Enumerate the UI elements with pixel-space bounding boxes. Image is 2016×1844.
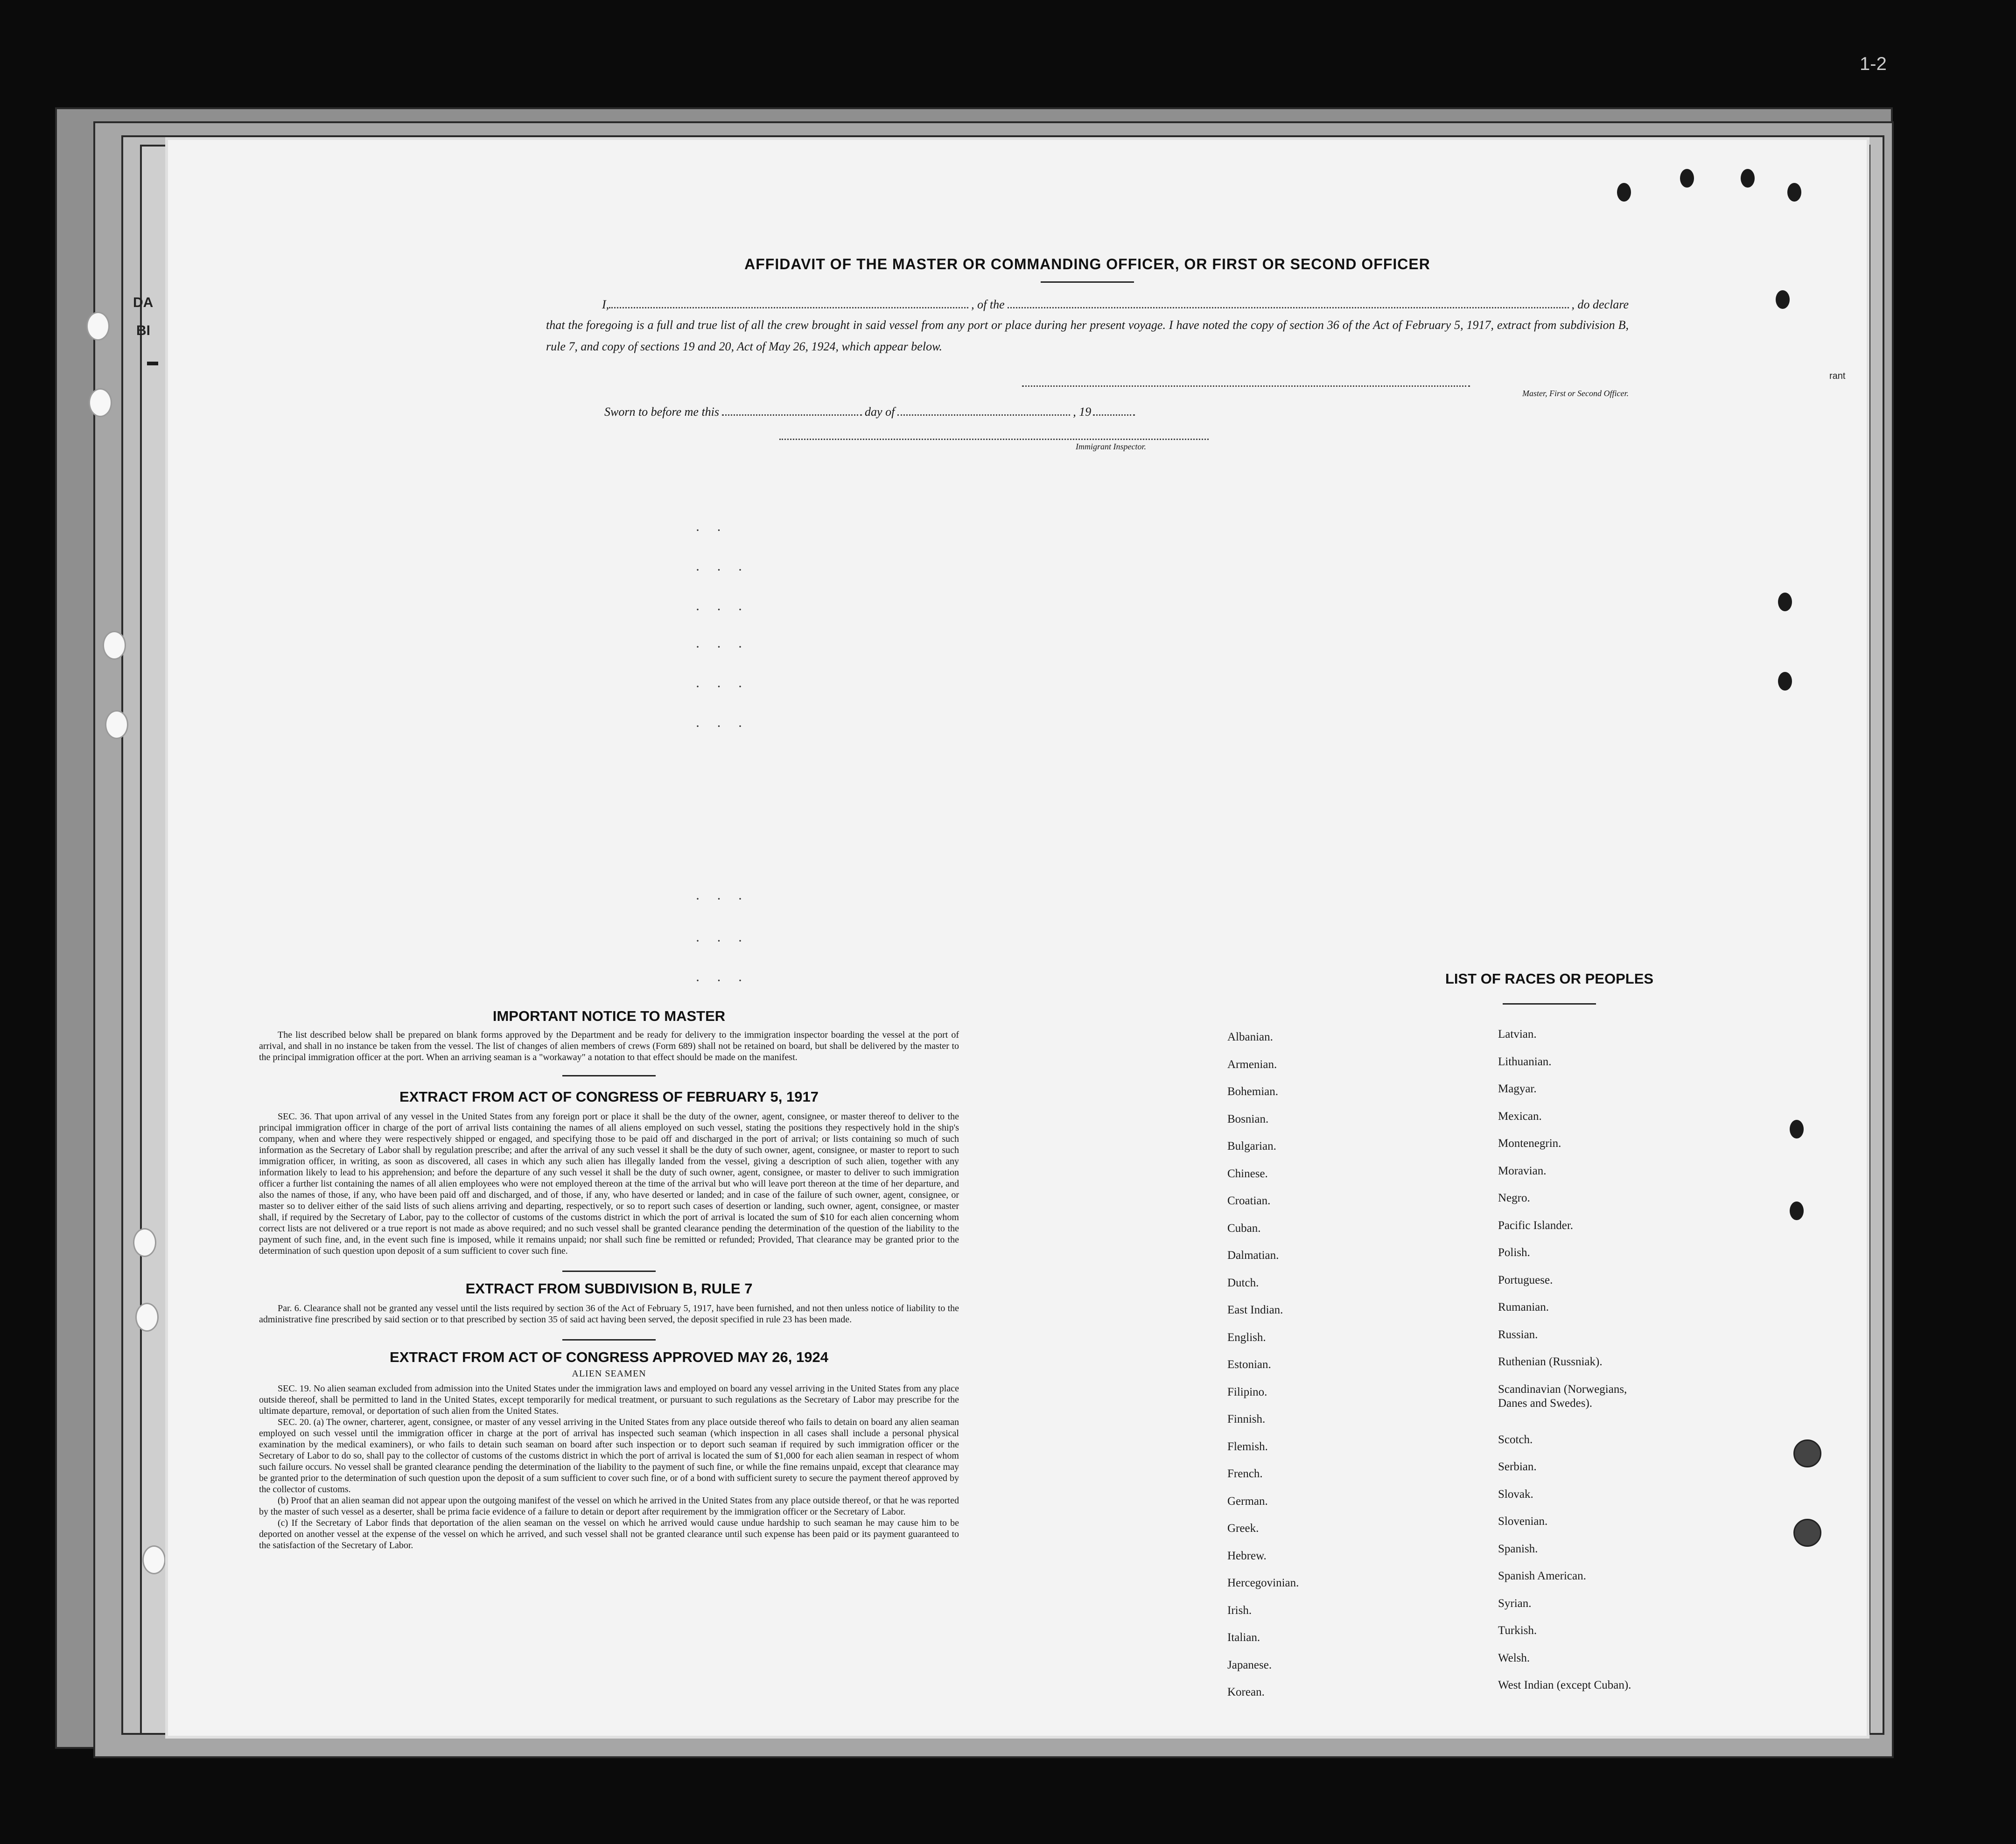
- binder-hole: [105, 710, 128, 739]
- race-item: Latvian.: [1498, 1028, 1537, 1041]
- races-title: LIST OF RACES OR PEOPLES: [1445, 971, 1654, 987]
- master-signature-line[interactable]: [1022, 382, 1470, 387]
- punch-mark: [1790, 1201, 1804, 1220]
- right-margin-text: rant: [1829, 371, 1846, 381]
- race-item: Armenian.: [1227, 1058, 1277, 1071]
- race-item: Albanian.: [1227, 1031, 1273, 1043]
- master-caption: Master, First or Second Officer.: [1522, 389, 1629, 398]
- punch-mark: [1617, 183, 1631, 202]
- race-item: Greek.: [1227, 1522, 1259, 1535]
- race-item: German.: [1227, 1495, 1268, 1508]
- binder-hole: [86, 312, 110, 341]
- punch-mark: [1776, 290, 1790, 309]
- binder-hole: [133, 1228, 156, 1257]
- stray-dots: · · ·: [695, 973, 749, 988]
- race-item: French.: [1227, 1467, 1263, 1480]
- race-item: Bohemian.: [1227, 1085, 1279, 1098]
- sworn-label: Sworn to before me this: [604, 405, 720, 419]
- race-item: Italian.: [1227, 1631, 1260, 1644]
- races-left-column: [1227, 1030, 1395, 1713]
- divider: [562, 1339, 656, 1341]
- races-section: [1316, 971, 1783, 1005]
- race-item: English.: [1227, 1331, 1266, 1344]
- race-item: Rumanian.: [1498, 1301, 1549, 1313]
- inspector-caption: Immigrant Inspector.: [1076, 442, 1146, 451]
- stray-dots: · · ·: [695, 891, 749, 907]
- race-item: Bosnian.: [1227, 1112, 1269, 1125]
- race-item: Ruthenian (Russniak).: [1498, 1355, 1603, 1368]
- race-item: Bulgarian.: [1227, 1140, 1276, 1152]
- race-item: Montenegrin.: [1498, 1137, 1561, 1150]
- stray-dots: · · ·: [695, 639, 749, 655]
- sec-19-text: SEC. 19. No alien seaman excluded from admission into the United States under the immigration laws and employed on board any vessel arriving in the United States from any place outside thereof, shall be permitted to land in the United States, except temporarily for medical treatment, or pursuant to such regulations as the Secretary of Labor may prescribe for the ultimate departure, removal, or deportation of such alien from the United States.: [259, 1383, 959, 1416]
- race-item: Hercegovinian.: [1227, 1577, 1299, 1589]
- race-item: East Indian.: [1227, 1304, 1283, 1316]
- punch-mark: [1790, 1120, 1804, 1139]
- punch-mark: [1741, 169, 1755, 188]
- binder-hole: [135, 1303, 159, 1332]
- sec-20c-text: (c) If the Secretary of Labor finds that deportation of the alien seaman on the vessel on which he arrived would cause undue hardship to such seaman he may cause him to be deported on another vessel at the expense of the vessel on which he arrived, and such vessel shall not be granted clearance until such expense has been paid or its payment guaranteed to the satisfaction of the Secretary of Labor.: [259, 1518, 959, 1551]
- vessel-of-label: , of the: [971, 298, 1005, 311]
- sworn-year-field[interactable]: [1093, 405, 1135, 416]
- race-item: Spanish American.: [1498, 1570, 1586, 1582]
- divider: [1503, 1003, 1596, 1005]
- race-item: Korean.: [1227, 1686, 1265, 1698]
- race-item: Moravian.: [1498, 1164, 1547, 1177]
- race-item: Magyar.: [1498, 1083, 1537, 1095]
- sec-20a-text: SEC. 20. (a) The owner, charterer, agent, consignee, or master of any vessel arriving in the United States from any place outside thereof who fails to detain on board any alien seaman employed on such vessel until the immigration officer in charge at the port of arrival has inspected such seaman (which inspection in all cases shall include a personal physical examination by the medical examiners), or who fails to detain such seaman on board after such inspection or to deport such seaman if required by such immigration officer or the Secretary of Labor to do so, shall pay to the collector of customs of the customs district in which the port of arrival is located the sum of $1,000 for each alien seaman in respect of whom such failure occurs. No vessel shall be granted clearance pending the determination of the liability to the payment of such fine, or while the fine remains unpaid, except that clearance may be granted prior to the determination of such question upon the deposit of a sum sufficient to cover such fine, or of a bond with sufficient surety to secure the payment thereof approved by the collector of customs.: [259, 1417, 959, 1495]
- race-item: Hebrew.: [1227, 1549, 1267, 1562]
- extract-rule7-title: EXTRACT FROM SUBDIVISION B, RULE 7: [465, 1280, 753, 1297]
- affidavit-section: [546, 256, 1629, 452]
- punch-mark: [1778, 672, 1792, 691]
- race-item: Negro.: [1498, 1192, 1530, 1204]
- declare-label: , do declare: [1571, 298, 1629, 311]
- year-label: , 19: [1073, 405, 1092, 419]
- stray-dots: · · ·: [695, 602, 749, 617]
- stray-dots: · · ·: [695, 933, 749, 949]
- race-item: Slovak.: [1498, 1488, 1533, 1501]
- race-item: Irish.: [1227, 1604, 1252, 1617]
- race-item: Estonian.: [1227, 1358, 1271, 1371]
- corner-mark: 1-2: [1860, 54, 1887, 74]
- race-item: Croatian.: [1227, 1194, 1271, 1207]
- race-item: Welsh.: [1498, 1651, 1530, 1664]
- race-item: Russian.: [1498, 1328, 1538, 1341]
- margin-mark: [147, 362, 158, 365]
- stray-dots: · · ·: [695, 562, 749, 578]
- race-item: Cuban.: [1227, 1222, 1261, 1235]
- day-of-label: day of: [865, 405, 895, 419]
- race-item: Filipino.: [1227, 1385, 1267, 1398]
- race-item: West Indian (except Cuban).: [1498, 1679, 1631, 1691]
- race-item: Lithuanian.: [1498, 1055, 1552, 1068]
- sworn-line: [546, 405, 1629, 419]
- race-item: Dutch.: [1227, 1276, 1259, 1289]
- binder-hole: [1793, 1519, 1821, 1547]
- race-item: Japanese.: [1227, 1658, 1272, 1671]
- race-item: Scotch.: [1498, 1433, 1533, 1446]
- stray-dots: · · ·: [695, 719, 749, 734]
- sworn-month-field[interactable]: [897, 405, 1070, 416]
- notice-text: The list described below shall be prepared on blank forms approved by the Department and be ready for delivery to the immigration inspector boarding the vessel at the port of arrival, and shall in no instance be taken from the vessel. The list of changes of alien members of crews (Form 689) shall not be retained on board, but shall be delivered by the master to the principal immigration officer at the port. When an arriving seaman is a "workaway" a notation to that effect should be made on the manifest.: [259, 1030, 959, 1062]
- binder-hole: [1793, 1439, 1821, 1467]
- declarant-name-field[interactable]: [609, 297, 968, 308]
- divider: [562, 1075, 656, 1076]
- affidavit-title: AFFIDAVIT OF THE MASTER OR COMMANDING OFFICER, OR FIRST OR SECOND OFFICER: [744, 256, 1430, 272]
- race-item: Pacific Islander.: [1498, 1219, 1574, 1232]
- race-item: Finnish.: [1227, 1413, 1266, 1425]
- punch-mark: [1680, 169, 1694, 188]
- race-item: Scandinavian (Norwegians, Danes and Swedes).: [1498, 1383, 1627, 1410]
- race-item: Portuguese.: [1498, 1273, 1553, 1286]
- extract-1917-title: EXTRACT FROM ACT OF CONGRESS OF FEBRUARY 5, 1917: [399, 1089, 819, 1105]
- sworn-day-field[interactable]: [722, 405, 862, 416]
- extract-1924-title: EXTRACT FROM ACT OF CONGRESS APPROVED MAY 26, 1924: [390, 1349, 828, 1365]
- race-item: Turkish.: [1498, 1624, 1537, 1637]
- divider: [1041, 281, 1134, 283]
- race-item: Spanish.: [1498, 1542, 1538, 1555]
- extract-1924-subtitle: ALIEN SEAMEN: [572, 1369, 646, 1379]
- document-page: [168, 140, 1867, 1736]
- race-item: Polish.: [1498, 1246, 1530, 1259]
- punch-mark: [1778, 593, 1792, 611]
- punch-mark: [1787, 183, 1801, 202]
- stray-dots: · · ·: [695, 679, 749, 694]
- binder-hole: [142, 1545, 166, 1574]
- races-right-column: [1498, 1027, 1759, 1706]
- declarant-label: I,: [602, 298, 609, 311]
- extract-rule7-text: Par. 6. Clearance shall not be granted any vessel until the lists required by section 36 of the Act of February 5, 1917, have been furnished, and not then unless notice of liability to the administrative fine prescribed by said section or to that prescribed by section 35 of said act having been served, the deposit specified in rule 23 has been made.: [259, 1303, 959, 1325]
- vessel-name-field[interactable]: [1008, 297, 1569, 308]
- race-item: Chinese.: [1227, 1167, 1268, 1180]
- divider: [562, 1271, 656, 1272]
- left-margin-text: BI: [136, 323, 150, 338]
- extract-1917-text: SEC. 36. That upon arrival of any vessel in the United States from any foreign port or place it shall be the duty of the owner, agent, consignee, or master thereof to deliver to the principal immigration officer in charge of the port of arrival lists containing the names of all aliens employed on such vessel, stating the positions they respectively hold in the ship's company, when and where they were respectively shipped or engaged, and specifying those to be paid off and discharged in the port of arrival; or lists containing so much of such information as the Secretary of Labor shall by regulation prescribe; and after the arrival of any such vessel it shall be the duty of such owner, agent, consignee, or master to report to such immigration officer, in writing, as soon as discovered, all cases in which any such alien has illegally landed from the vessel, giving a description of such alien, together with any information likely to lead to his apprehension; and before the departure of any such vessel it shall be the duty of such owner, agent, consignee, or master to deliver to such immigration officer a further list containing the names of all alien employees who were not employed thereon at the time of the arrival but who will leave port thereon at the time of her departure, and also the names of those, if any, who have been paid off and discharged, and of those, if any, who have deserted or landed; and in case of the failure of such owner, agent, consignee, or master so to deliver either of the said lists of such aliens arriving and departing, respectively, or so to report such cases of desertion or landing, such owner, agent, consignee, or master shall, if required by the Secretary of Labor, pay to the collector of customs of the customs district in which the port of arrival is located the sum of $10 for each alien concerning whom correct lists are not delivered or a true report is not made as above required; and no such vessel shall be granted clearance pending the determination of the question of the liability to the payment of such fine, and, in the event such fine is imposed, while it remains unpaid; nor shall such fine be remitted or refunded; Provided, That clearance may be granted prior to the determination of such question upon deposit of a sum sufficient to cover such fine.: [259, 1111, 959, 1256]
- left-margin-text: DA: [133, 295, 154, 310]
- stray-dots: · ·: [695, 523, 728, 538]
- binder-hole: [103, 631, 126, 660]
- notice-title: IMPORTANT NOTICE TO MASTER: [492, 1008, 726, 1024]
- race-item: Flemish.: [1227, 1440, 1268, 1453]
- race-item: Mexican.: [1498, 1110, 1542, 1123]
- inspector-signature-line[interactable]: [779, 435, 1209, 440]
- race-item: Dalmatian.: [1227, 1249, 1279, 1262]
- sec-20b-text: (b) Proof that an alien seaman did not appear upon the outgoing manifest of the vessel on which he arrived in the United States from any place outside thereof, or that he was reported by the master of such vessel as a deserter, shall be prima facie evidence of a failure to detain or deport after requirement by the immigration officer or the Secretary of Labor.: [259, 1495, 959, 1517]
- declarant-line: [546, 297, 1629, 312]
- affidavit-body: that the foregoing is a full and true list of all the crew brought in said vessel from any port or place during her present voyage. I have noted the copy of section 36 of the Act of February 5, 1917, extract from subdivision B, rule 7, and copy of sections 19 and 20, Act of May 26, 1924, which appear below.: [546, 318, 1629, 353]
- race-item: Serbian.: [1498, 1460, 1537, 1473]
- binder-hole: [89, 388, 112, 417]
- legal-extracts-column: [259, 1008, 959, 1551]
- race-item: Syrian.: [1498, 1597, 1532, 1610]
- race-item: Slovenian.: [1498, 1515, 1548, 1528]
